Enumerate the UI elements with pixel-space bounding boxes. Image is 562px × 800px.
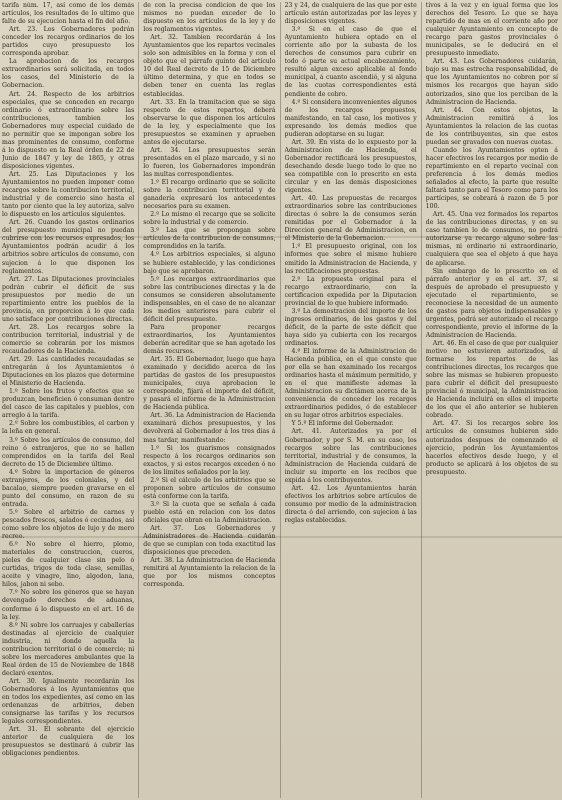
text-column-4 [426, 2, 558, 798]
article-paragraph: Art. 29. Las cantidades recaudadas se entregarán á los Ayuntamientos ó Diputaciones en los plazos que determine el Ministerio de Hacienda. [2, 356, 135, 388]
article-paragraph: Art. 27. Las Diputaciones provinciales podrán cubrir el déficit de sus presupuestos por medio de un repartimiento entre los pueblos de la provincia, en proporcion á lo que cada uno satisface por contribuciones directas. [2, 275, 135, 323]
article-paragraph: 6.º No sobre el hierro, plomo, materiales de construccion, cueros, pieles de cualquier clase sin pelo ó curtidas, trigos de toda clase, semillas, aceite y vinagre, lino, algodon, lana, hilos, jabon ni sebo. [2, 541, 135, 589]
column-divider [421, 2, 422, 798]
article-paragraph: Sin embargo de lo prescrito en el párrafo anterior y en el art. 37, si después de aprobado el presupuesto y ejecutado el repartimiento, se reconociese la necesidad de un aumento de gastos para objetos indispensables y urgentes, podrá ser autorizado el recargo correspondiente, previo el informe de la Administracion de Hacienda. [425, 267, 558, 339]
article-paragraph: Art. 45. Una vez formados los repartos de las contribuciones directas, y en su caso tambien lo de consumos, no podrá autorizarse ya recargo alguno sobre las mismas, ni ordinario ni extraordinario, cualquiera que sea el objeto á que haya de aplicarse. [425, 211, 558, 267]
article-paragraph: 1.º El recargo ordinario que se solicite sobre la contribucion territorial y de ganadería expresará los antecedentes necesarios para su examen. [143, 179, 276, 211]
article-paragraph: Art. 44. Con estos objetos, la Administracion remitirá á los Ayuntamientos la relacion de las cuotas de los contribuyentes, sin que estos puedan ser gravados con nuevas cuotas. [425, 106, 558, 146]
article-paragraph: de con la precisa condicion de que los mismos no puedan exceder de lo dispuesto en los artículos de la ley y de los reglamentos vigentes. [143, 2, 276, 34]
article-paragraph: 7.º No sobre los géneros que se hayan devengado derechos de aduanas, conforme á lo dispuesto en el art. 16 de la ley. [2, 589, 135, 621]
article-paragraph: 2.º Si el cálculo de los arbitrios que se proponen sobre artículos de consumo está conforme con la tarifa. [143, 476, 276, 500]
article-paragraph: Art. 46. En el caso de que por cualquier motivo no estuvieren autorizados, al formarse los repartos de las contribuciones directas, los recargos que sobre las mismas se hubieren propuesto para cubrir el déficit del presupuesto provincial ó municipal, la Administracion de Hacienda incluirá en ellos el importe de los que el año anterior se hubieren cobrado. [425, 339, 558, 420]
article-paragraph: Art. 25. Las Diputaciones y los Ayuntamientos no pueden imponer como recargos sobre la contribucion territorial, industrial y de comercio sino hasta el tanto por ciento que la ley autoriza, salvo lo dispuesto en los artículos siguientes. [2, 170, 135, 219]
article-paragraph: Art. 34. Los presupuestos serán presentados en el plazo marcado, y si no lo fueren, los Gobernadores impondrán las multas correspondientes. [143, 146, 276, 178]
article-paragraph: Cuando los Ayuntamientos opten á hacer efectivos los recargos por medio de repartimiento en el reparto vecinal con preferencia á los demás medios señalados al efecto, la parte que resulte faltará tanto para el Tesoro como para los partícipes, se cobrará á razon de 5 por 100. [425, 146, 558, 211]
article-paragraph: 4.º El informe de la Administracion de Hacienda pública, en el que conste que por ella se han examinado los recargos ordinarios hasta el máximum permitido, y en el que manifieste ademas la Administracion su dictámen acerca de la conveniencia de conceder los recargos extraordinarios pedidos, ó de establecer en su lugar otros arbitrios especiales. [284, 348, 417, 420]
article-paragraph: 4.º Sobre la importacion de géneros extranjeros, de los coloniales, y del bacalao, siempre pueden gravarse en el punto del consumo, en razon de su entrada. [2, 468, 135, 508]
article-paragraph: 1.º El presupuesto original, con los informes que sobre el mismo hubiere emitido la Administracion de Hacienda, y las rectificaciones propuestas. [284, 243, 417, 275]
article-paragraph: 3.º Si en el caso de que el Ayuntamiento hubiera optado en el corriente año por la subasta de los derechos de consumos para cubrir en todo ó parte su actual encabezamiento, resultó algun exceso aplicable al fondo municipal, á cuanto ascendió, y si alguna de las cuotas correspondientes está pendiente de cobro. [284, 26, 417, 98]
article-paragraph: Para proponer recargos extraordinarios, los Ayuntamientos deberán acreditar que se han agotado los demás recursos. [143, 323, 276, 356]
article-paragraph: Art. 28. Los recargos sobre la contribucion territorial, industrial y de comercio se cobrarán por los mismos recaudadores de la Hacienda. [2, 323, 135, 356]
article-paragraph: 2.º Lo mismo el recargo que se solicite sobre la industrial y de comercio. [143, 211, 276, 227]
column-divider [138, 2, 139, 798]
article-paragraph: Y 5.º El informe del Gobernador. [291, 420, 394, 428]
article-paragraph: 3.º La demostracion del importe de los ingresos ordinarios, de los gastos y del déficit, de la parte de este déficit que haya sido ya cubierta con los recargos ordinarios. [284, 307, 417, 347]
article-paragraph: Art. 30. Igualmente recordarán los Gobernadores á los Ayuntamientos que en todos los expedientes, así como en las ordenanzas de arbitrios, deben consignarse las tarifas y los recursos legales correspondientes. [2, 677, 135, 726]
article-paragraph: 4.º Si considera inconvenientes algunos de los recargos propuestos, manifestando, en tal caso, los motivos y expresando los demás medios que pudieran adoptarse en su lugar. [284, 98, 417, 138]
article-paragraph: Art. 32. Tambien recordarán á los Ayuntamientos que los repartos vecinales solo son admisibles en la forma y con el objeto que el párrafo quinto del artículo 10 del Real decreto de 15 de Diciembre último determina, y que en todos se deben tener en cuenta las reglas establecidas. [143, 34, 276, 98]
article-paragraph: Art. 47. Si los recargos sobre los artículos de consumos hubieren sido autorizados despues de comenzado el ejercicio, podrán los Ayuntamientos hacerlos efectivos desde luego, y el producto se aplicará á los objetos de su presupuesto. [425, 420, 558, 476]
article-paragraph: Art. 31. El sobrante del ejercicio anterior de cualquiera de los presupuestos se destinará á cubrir las obligaciones pendientes. [2, 726, 135, 758]
article-paragraph: 2.º Sobre los combustibles, el carbon y la leña en general. [2, 420, 135, 436]
text-column-1 [2, 2, 134, 798]
article-paragraph: Art. 39. En vista de lo expuesto por la Administracion de Hacienda, el Gobernador rectificará los presupuestos, desechando desde luego todo lo que no sea compatible con lo prescrito en esta circular y en las demás disposiciones vigentes. [284, 138, 417, 195]
article-paragraph: 5.º Los recargos extraordinarios que sobre las contribuciones directas y la de consumos se consideren absolutamente indispensables, en el caso de no alcanzar los medios anteriores para cubrir el déficit del presupuesto. [143, 275, 276, 323]
article-paragraph: tarifa núm. 17, así como de los demás artículos, los resultados de lo ultimo que falte de su ejecucion hasta el fin del año. [2, 2, 135, 26]
article-paragraph: Art. 36. La Administracion de Hacienda examinará dichos presupuestos, y los devolverá al Gobernador á los tres dias á mas tardar, manifestando: [143, 412, 276, 444]
article-paragraph: Art. 37. Los Gobernadores y Administradores de Hacienda cuidarán de que se cumplan con toda exactitud las disposiciones que preceden. [143, 525, 276, 557]
article-paragraph: Art. 23. Los Gobernadores podrán conceder los recargos ordinarios de los partidos cuyo presupuesto los corresponda aprobar. [2, 26, 135, 58]
article-paragraph: 2.º La propuesta original para el recargo extraordinario, con la certificacion expedida por la Diputacion provincial de lo que hubiere informado. [284, 275, 417, 307]
article-paragraph: 3.º Si la cuota que se señala á cada pueblo está en relacion con los datos oficiales que obran en la Administracion. [143, 500, 276, 524]
article-paragraph: Art. 35. El Gobernador, luego que haya examinado y decidido acerca de los partidas de gastos de los presupuestos municipales, cuya aprobacion le corresponde, fijará el importe del déficit, y pasará el informe de la Administracion de Hacienda pública. [143, 356, 276, 412]
article-paragraph: 3.º Sobre los artículos de consumo, del reino ó extranjeros, que no se hallen comprendidos en la tarifa del Real decreto de 15 de Diciembre último. [2, 436, 135, 468]
article-paragraph: Art. 43. Los Gobernadores cuidarán, bajo su mas estrecha responsabilidad, de que los Ayuntamientos no cobren por sí mismos los recargos que hayan sido autorizados, sino que los perciban de la Administracion de Hacienda. [425, 58, 558, 106]
article-paragraph: 5.º Sobre el arbitrio de carnes y pescados frescos, salados ó cecinados, así como sobre los objetos de lujo y de mero recreo. [2, 508, 135, 541]
article-paragraph: Art. 38. La Administracion de Hacienda remitirá al Ayuntamiento la relacion de la que por los mismos conceptos corresponda. [143, 557, 276, 589]
text-column-3 [285, 2, 417, 798]
article-paragraph: Art. 41. Autorizados ya por el Gobernador, y por S. M. en su caso, los recargos sobre las contribuciones territorial, industrial y de consumos, la Administracion de Hacienda cuidará de incluir su importe en los recibos que expida á los contribuyentes. [284, 428, 417, 484]
article-paragraph: 8.º Ni sobre los carruajes y caballerías destinadas al ejercicio de cualquier industria, ni donde aquella la contribucion territorial ó de comercio; ni sobre los mercaderes ambulantes que la Real órden de 15 de Noviembre de 1848 declaró exentos. [2, 621, 135, 677]
article-paragraph: Art. 24. Respecto de los arbitrios especiales, que se conceden en recargo ordinario ó extraordinario sobre las contribuciones, tambien los Gobernadores muy especial cuidado de no permitir que se impongan sobre los mas prominentes de consumo, conforme á lo dispuesto en la Real órden de 22 de Junio de 1847 y ley de 1865, y otras disposiciones vigentes. [2, 90, 135, 170]
article-paragraph: Art. 42. Los Ayuntamientos harán efectivos los arbitrios sobre artículos de consumo por medio de la administracion directa ó del arriendo, con sujecion á las reglas establecidas. [284, 484, 417, 524]
article-paragraph: Art. 26. Cuando los gastos ordinarios del presupuesto municipal no puedan cubrirse con los recursos expresados, los Ayuntamientos podrán acudir á los arbitrios sobre artículos de consumo, con sujecion á lo que disponen los reglamentos. [2, 219, 135, 275]
article-paragraph: 23 y 24, de cualquiera de las que por este artículo están autorizadas por las leyes y disposiciones vigentes. [284, 2, 417, 26]
article-paragraph: 1.º Sobre los frutos y efectos que se produzcan, beneficien ó consuman dentro del casco de las capitales y pueblos, con arreglo á la tarifa. [2, 388, 135, 420]
column-divider [280, 2, 281, 798]
text-columns [2, 2, 558, 798]
article-paragraph: Art. 33. En la tramitacion que se siga respecto de estos repartos, deberá observarse lo que disponen los artículos de la ley, y especialmente que los presupuestos se examinen y aprueben antes de ejecutarse. [143, 98, 276, 146]
article-paragraph: Art. 40. Las propuestas de recargos extraordinarios sobre las contribuciones directas ó sobre la de consumos serán remitidas por el Gobernador á la Direccion general de Administracion, en el Ministerio de la Gobernacion. [284, 195, 417, 243]
article-paragraph: 1.º Si los guarismos consignados respecto á los recargos ordinarios son exactos, y si estos recargos exceden ó no de los límites señalados por la ley. [143, 444, 276, 476]
text-column-2 [143, 2, 275, 798]
article-paragraph: tivos á la vez y en igual forma que los derechos del Tesoro. Lo que se haya repartido de mas en el corriente año por cualquier Ayuntamiento en concepto de recargo para gastos provinciales ó municipales, se le deducirá en el presupuesto inmediato. [425, 2, 558, 58]
article-paragraph: La aprobacion de los recargos extraordinarios será solicitada, en todos los casos, del Ministerio de la Gobernacion. [2, 58, 135, 90]
article-paragraph: 4.º Los arbitrios especiales, si alguno se hubiere establecido, y las condiciones bajo que se aprobaron. [143, 251, 276, 275]
article-paragraph: 3.º Las que se propongan sobre artículos de la contribucion de consumos, comprendidos en la tarifa. [143, 227, 276, 251]
